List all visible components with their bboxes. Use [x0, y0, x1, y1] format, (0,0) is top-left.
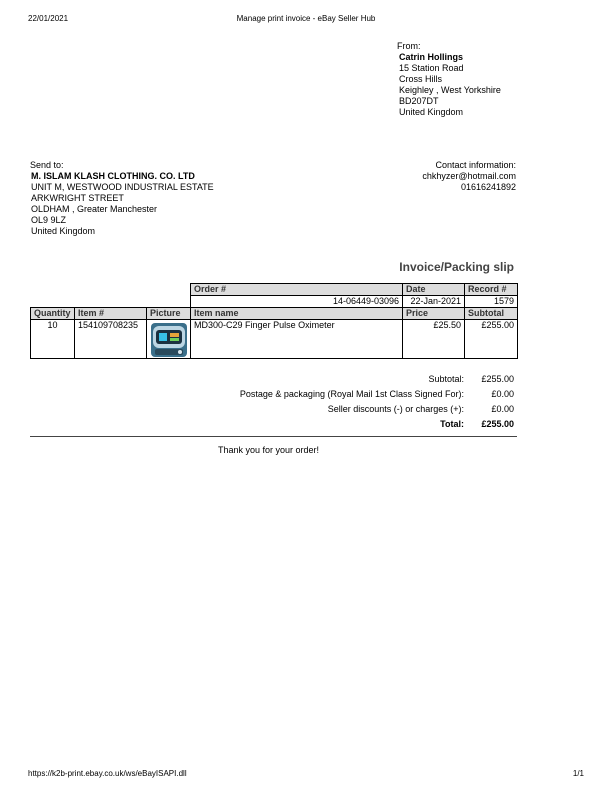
date-header: Date [403, 284, 465, 296]
contact-block [422, 160, 516, 193]
postage-value: £0.00 [491, 388, 514, 399]
quantity-header: Quantity [31, 308, 75, 320]
contact-phone: 01616241892 [460, 182, 516, 192]
summary-block [30, 371, 517, 431]
item-picture-cell [147, 320, 191, 359]
order-values-row [31, 296, 518, 308]
order-number: 14-06449-03096 [191, 296, 403, 308]
item-subtotal: £255.00 [465, 320, 518, 359]
from-block [397, 41, 501, 118]
contact-label: Contact information: [435, 160, 516, 170]
item-number: 154109708235 [75, 320, 147, 359]
order-header-row [31, 284, 518, 296]
send-to-address-line: United Kingdom [31, 226, 96, 236]
from-address-line: 15 Station Road [399, 63, 464, 73]
send-to-address-line: ARKWRIGHT STREET [31, 193, 124, 203]
print-title: Manage print invoice - eBay Seller Hub [236, 14, 376, 23]
from-name: Catrin Hollings [399, 52, 464, 62]
item-number-header: Item # [75, 308, 147, 320]
order-date: 22-Jan-2021 [403, 296, 465, 308]
item-name-header: Item name [191, 308, 403, 320]
thank-you-message: Thank you for your order! [218, 445, 320, 455]
item-quantity: 10 [31, 320, 75, 359]
send-to-address-line: OL9 9LZ [31, 215, 67, 225]
from-address-line: United Kingdom [399, 107, 464, 117]
footer-url: https://k2b-print.ebay.co.uk/ws/eBayISAPI.dll [28, 769, 187, 778]
total-value: £255.00 [481, 418, 514, 429]
invoice-title: Invoice/Packing slip [399, 260, 514, 274]
postage-label: Postage & packaging (Royal Mail 1st Class Signed For): [239, 388, 464, 399]
send-to-label: Send to: [30, 160, 64, 170]
send-to-block [30, 160, 214, 237]
price-header: Price [403, 308, 465, 320]
summary-divider [30, 436, 517, 437]
send-to-address-line: OLDHAM , Greater Manchester [31, 204, 158, 214]
record-header: Record # [465, 284, 518, 296]
item-price: £25.50 [403, 320, 465, 359]
print-date: 22/01/2021 [28, 14, 69, 23]
picture-header: Picture [147, 308, 191, 320]
items-header-row [31, 308, 518, 320]
record-number: 1579 [465, 296, 518, 308]
subtotal-header: Subtotal [465, 308, 518, 320]
invoice-table [30, 283, 518, 359]
send-to-name: M. ISLAM KLASH CLOTHING. CO. LTD [31, 171, 195, 181]
subtotal-value: £255.00 [481, 373, 514, 384]
from-label: From: [397, 41, 421, 51]
page-number: 1/1 [572, 769, 584, 778]
item-name: MD300-C29 Finger Pulse Oximeter [191, 320, 403, 359]
order-number-header: Order # [191, 284, 403, 296]
from-address-line: Keighley , West Yorkshire [399, 85, 501, 95]
discounts-label: Seller discounts (-) or charges (+): [327, 403, 464, 414]
discounts-value: £0.00 [491, 403, 514, 414]
subtotal-label: Subtotal: [428, 373, 464, 384]
total-label: Total: [440, 418, 464, 429]
send-to-address-line: UNIT M, WESTWOOD INDUSTRIAL ESTATE [31, 182, 214, 192]
from-address-line: Cross Hills [399, 74, 443, 84]
pulse-oximeter-icon [150, 322, 188, 358]
from-address-line: BD207DT [399, 96, 439, 106]
contact-email: chkhyzer@hotmail.com [422, 171, 516, 181]
table-row [31, 320, 518, 359]
